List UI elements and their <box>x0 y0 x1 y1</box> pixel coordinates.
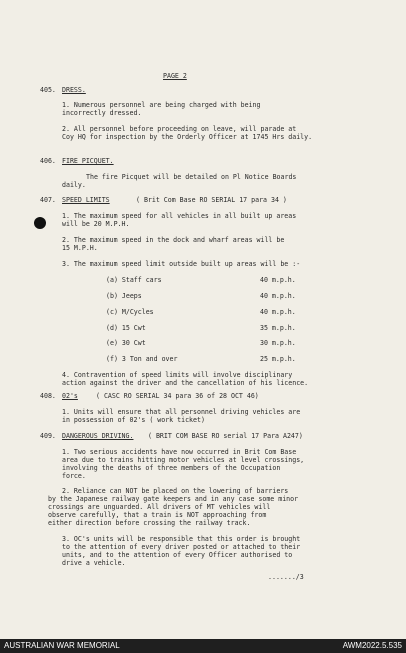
section-408-p1-line: 1. Units will ensure that all personnel driving vehicles are <box>62 408 301 416</box>
speed-limit-value: 25 m.p.h. <box>260 355 296 363</box>
section-406-p1-line: The fire Picquet will be detailed on Pl Notice Boards <box>86 173 297 181</box>
section-409-p1-line: involving the deaths of three members of the Occupation <box>62 464 281 472</box>
section-406-number: 406. <box>40 157 56 165</box>
section-405-p2-line: 2. All personnel before proceeding on leave, will parade at <box>62 125 297 133</box>
speed-limit-label: (c) M/Cycles <box>106 308 154 316</box>
section-409-p1-line: area due to trains hitting motor vehicles at level crossings, <box>62 456 305 464</box>
footer-accession-number: AWM2022.5.535 <box>342 641 402 650</box>
speed-limit-label: (a) Staff cars <box>106 276 162 284</box>
section-408-number: 408. <box>40 392 56 400</box>
section-409-p1-line: force. <box>62 472 86 480</box>
speed-limit-value: 40 m.p.h. <box>260 292 296 300</box>
section-405-p1-line: incorrectly dressed. <box>62 109 142 117</box>
section-409-p2-line: by the Japanese railway gate keepers and in any case some minor <box>48 495 299 503</box>
speed-limit-value: 35 m.p.h. <box>260 324 296 332</box>
section-409-p2-line: observe carefully, that a train is NOT approaching from <box>48 511 267 519</box>
section-407-heading: SPEED LIMITS <box>62 196 110 204</box>
section-408-reference: ( CASC RO SERIAL 34 para 36 of 28 OCT 46) <box>96 392 259 400</box>
section-405-p2-line: Coy HQ for inspection by the Orderly Officer at 1745 Hrs daily. <box>62 133 313 141</box>
footer-institution: AUSTRALIAN WAR MEMORIAL <box>4 641 120 650</box>
continuation-marker: ......./3 <box>268 573 304 581</box>
section-409-heading: DANGEROUS DRIVING. <box>62 432 134 440</box>
speed-limit-value: 30 m.p.h. <box>260 339 296 347</box>
section-407-p2-line: 2. The maximum speed in the dock and wharf areas will be <box>62 236 285 244</box>
speed-limit-value: 40 m.p.h. <box>260 308 296 316</box>
section-409-p2-line: 2. Reliance can NOT be placed on the lowering of barriers <box>62 487 289 495</box>
section-409-p3-line: units, and to the attention of every Officer authorised to <box>62 551 293 559</box>
archive-footer <box>0 639 406 653</box>
section-408-heading: 02's <box>62 392 78 400</box>
section-409-p2-line: either direction before crossing the railway track. <box>48 519 251 527</box>
section-409-p3-line: 3. OC's units will be responsible that this order is brought <box>62 535 301 543</box>
section-407-p4-line: action against the driver and the cancellation of his licence. <box>62 379 309 387</box>
section-409-p2-line: crossings are unguarded. All drivers of MT vehicles will <box>48 503 271 511</box>
section-406-p1-line: daily. <box>62 181 86 189</box>
punch-hole <box>34 217 46 229</box>
section-406-heading: FIRE PICQUET. <box>62 157 114 165</box>
section-407-number: 407. <box>40 196 56 204</box>
section-409-p3-line: drive a vehicle. <box>62 559 126 567</box>
section-409-p1-line: 1. Two serious accidents have now occurred in Brit Com Base <box>62 448 297 456</box>
section-407-reference: ( Brit Com Base RO SERIAL 17 para 34 ) <box>136 196 287 204</box>
section-408-p1-line: in possession of 02's ( work ticket) <box>62 416 205 424</box>
section-409-p3-line: to the attention of every driver posted or attached to their <box>62 543 301 551</box>
section-405-p1-line: 1. Numerous personnel are being charged with being <box>62 101 261 109</box>
section-407-p4-line: 4. Contravention of speed limits will involve disciplinary <box>62 371 293 379</box>
section-407-p1-line: 1. The maximum speed for all vehicles in all built up areas <box>62 212 297 220</box>
section-409-number: 409. <box>40 432 56 440</box>
speed-limit-label: (d) 15 Cwt <box>106 324 146 332</box>
page-title: PAGE 2 <box>163 72 187 80</box>
section-407-p1-line: will be 20 M.P.H. <box>62 220 130 228</box>
section-405-heading: DRESS. <box>62 86 86 94</box>
section-405-number: 405. <box>40 86 56 94</box>
section-407-p2-line: 15 M.P.H. <box>62 244 98 252</box>
section-407-p3: 3. The maximum speed limit outside built up areas will be :- <box>62 260 301 268</box>
speed-limit-label: (b) Jeeps <box>106 292 142 300</box>
speed-limit-label: (e) 30 Cwt <box>106 339 146 347</box>
section-409-reference: ( BRIT COM BASE RO serial 17 Para A247) <box>148 432 303 440</box>
speed-limit-value: 40 m.p.h. <box>260 276 296 284</box>
speed-limit-label: (f) 3 Ton and over <box>106 355 178 363</box>
